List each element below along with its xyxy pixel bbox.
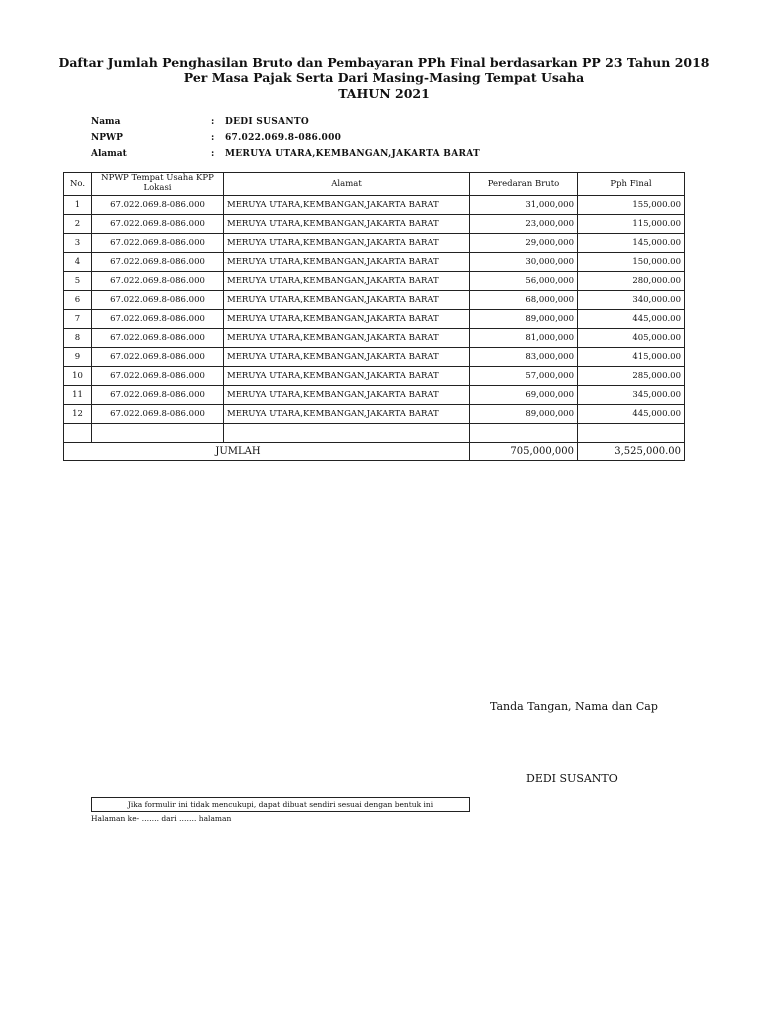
row-pph-cell: 405,000.00 xyxy=(578,329,685,348)
table-body xyxy=(64,196,685,424)
row-npwp-cell: 67.022.069.8-086.000 xyxy=(92,253,224,272)
page-number-note: Halaman ke- ……. dari ……. halaman xyxy=(91,814,232,823)
table-row xyxy=(64,253,685,272)
table-row xyxy=(64,386,685,405)
row-bruto-cell: 29,000,000 xyxy=(470,234,578,253)
row-no-cell: 8 xyxy=(64,329,92,348)
row-npwp-cell: 67.022.069.8-086.000 xyxy=(92,234,224,253)
row-bruto-cell: 89,000,000 xyxy=(470,310,578,329)
alamat-value: MERUYA UTARA,KEMBANGAN,JAKARTA BARAT xyxy=(225,149,481,159)
alamat-label: Alamat xyxy=(91,149,127,159)
row-npwp-cell: 67.022.069.8-086.000 xyxy=(92,291,224,310)
total-row xyxy=(64,443,685,461)
document-title: Daftar Jumlah Penghasilan Bruto dan Pembayaran PPh Final berdasarkan PP 23 Tahun 2018 xyxy=(58,55,710,70)
blank-row xyxy=(64,424,685,443)
row-no-cell: 10 xyxy=(64,367,92,386)
table-row xyxy=(64,272,685,291)
row-bruto-cell: 30,000,000 xyxy=(470,253,578,272)
row-bruto-cell: 89,000,000 xyxy=(470,405,578,424)
row-npwp-cell: 67.022.069.8-086.000 xyxy=(92,329,224,348)
row-pph-cell: 415,000.00 xyxy=(578,348,685,367)
row-no-cell: 7 xyxy=(64,310,92,329)
row-pph-cell: 155,000.00 xyxy=(578,196,685,215)
row-pph-cell: 145,000.00 xyxy=(578,234,685,253)
row-no-cell: 9 xyxy=(64,348,92,367)
row-alamat-cell: MERUYA UTARA,KEMBANGAN,JAKARTA BARAT xyxy=(224,348,470,367)
table-row xyxy=(64,310,685,329)
row-npwp-cell: 67.022.069.8-086.000 xyxy=(92,405,224,424)
row-npwp-cell: 67.022.069.8-086.000 xyxy=(92,348,224,367)
row-bruto-cell: 31,000,000 xyxy=(470,196,578,215)
row-alamat-cell: MERUYA UTARA,KEMBANGAN,JAKARTA BARAT xyxy=(224,253,470,272)
row-pph-cell: 115,000.00 xyxy=(578,215,685,234)
form-note: Jika formulir ini tidak mencukupi, dapat dibuat sendiri sesuai dengan bentuk ini xyxy=(91,797,470,812)
row-bruto-cell: 23,000,000 xyxy=(470,215,578,234)
header-npwp: NPWP Tempat Usaha KPP Lokasi xyxy=(92,173,224,196)
row-pph-cell: 445,000.00 xyxy=(578,405,685,424)
income-table xyxy=(63,172,685,461)
total-bruto: 705,000,000 xyxy=(470,443,578,461)
row-pph-cell: 285,000.00 xyxy=(578,367,685,386)
row-pph-cell: 445,000.00 xyxy=(578,310,685,329)
header-no: No. xyxy=(64,173,92,196)
row-alamat-cell: MERUYA UTARA,KEMBANGAN,JAKARTA BARAT xyxy=(224,405,470,424)
npwp-label: NPWP xyxy=(91,133,123,143)
row-alamat-cell: MERUYA UTARA,KEMBANGAN,JAKARTA BARAT xyxy=(224,367,470,386)
blank-cell xyxy=(470,424,578,443)
row-no-cell: 2 xyxy=(64,215,92,234)
row-pph-cell: 280,000.00 xyxy=(578,272,685,291)
row-no-cell: 11 xyxy=(64,386,92,405)
blank-cell xyxy=(578,424,685,443)
row-no-cell: 3 xyxy=(64,234,92,253)
row-alamat-cell: MERUYA UTARA,KEMBANGAN,JAKARTA BARAT xyxy=(224,272,470,291)
table-row xyxy=(64,367,685,386)
row-no-cell: 6 xyxy=(64,291,92,310)
row-bruto-cell: 81,000,000 xyxy=(470,329,578,348)
row-alamat-cell: MERUYA UTARA,KEMBANGAN,JAKARTA BARAT xyxy=(224,234,470,253)
row-npwp-cell: 67.022.069.8-086.000 xyxy=(92,367,224,386)
row-no-cell: 5 xyxy=(64,272,92,291)
row-no-cell: 1 xyxy=(64,196,92,215)
table-row xyxy=(64,405,685,424)
table-header-row xyxy=(64,173,685,196)
row-bruto-cell: 68,000,000 xyxy=(470,291,578,310)
row-alamat-cell: MERUYA UTARA,KEMBANGAN,JAKARTA BARAT xyxy=(224,386,470,405)
row-bruto-cell: 56,000,000 xyxy=(470,272,578,291)
table-row xyxy=(64,348,685,367)
row-no-cell: 12 xyxy=(64,405,92,424)
header-pph-final: Pph Final xyxy=(578,173,685,196)
row-no-cell: 4 xyxy=(64,253,92,272)
row-pph-cell: 150,000.00 xyxy=(578,253,685,272)
row-alamat-cell: MERUYA UTARA,KEMBANGAN,JAKARTA BARAT xyxy=(224,291,470,310)
header-peredaran-bruto: Peredaran Bruto xyxy=(470,173,578,196)
table-row xyxy=(64,196,685,215)
table-row xyxy=(64,234,685,253)
row-npwp-cell: 67.022.069.8-086.000 xyxy=(92,386,224,405)
table-row xyxy=(64,215,685,234)
colon: : xyxy=(211,117,215,127)
document-subtitle: Per Masa Pajak Serta Dari Masing-Masing Tempat Usaha xyxy=(183,70,585,85)
row-pph-cell: 340,000.00 xyxy=(578,291,685,310)
row-alamat-cell: MERUYA UTARA,KEMBANGAN,JAKARTA BARAT xyxy=(224,310,470,329)
row-pph-cell: 345,000.00 xyxy=(578,386,685,405)
row-alamat-cell: MERUYA UTARA,KEMBANGAN,JAKARTA BARAT xyxy=(224,196,470,215)
nama-label: Nama xyxy=(91,117,121,127)
total-label: JUMLAH xyxy=(64,443,470,461)
header-alamat: Alamat xyxy=(224,173,470,196)
colon: : xyxy=(211,149,215,159)
row-bruto-cell: 57,000,000 xyxy=(470,367,578,386)
row-npwp-cell: 67.022.069.8-086.000 xyxy=(92,272,224,291)
row-npwp-cell: 67.022.069.8-086.000 xyxy=(92,215,224,234)
row-npwp-cell: 67.022.069.8-086.000 xyxy=(92,196,224,215)
row-alamat-cell: MERUYA UTARA,KEMBANGAN,JAKARTA BARAT xyxy=(224,329,470,348)
signature-label: Tanda Tangan, Nama dan Cap xyxy=(490,700,658,713)
document-year: TAHUN 2021 xyxy=(338,86,430,101)
blank-cell xyxy=(92,424,224,443)
row-npwp-cell: 67.022.069.8-086.000 xyxy=(92,310,224,329)
signature-name: DEDI SUSANTO xyxy=(526,772,618,785)
colon: : xyxy=(211,133,215,143)
row-alamat-cell: MERUYA UTARA,KEMBANGAN,JAKARTA BARAT xyxy=(224,215,470,234)
row-bruto-cell: 69,000,000 xyxy=(470,386,578,405)
total-pph: 3,525,000.00 xyxy=(578,443,685,461)
npwp-value: 67.022.069.8-086.000 xyxy=(225,133,342,143)
blank-cell xyxy=(224,424,470,443)
table-row xyxy=(64,329,685,348)
row-bruto-cell: 83,000,000 xyxy=(470,348,578,367)
blank-cell xyxy=(64,424,92,443)
nama-value: DEDI SUSANTO xyxy=(225,117,310,127)
table-row xyxy=(64,291,685,310)
